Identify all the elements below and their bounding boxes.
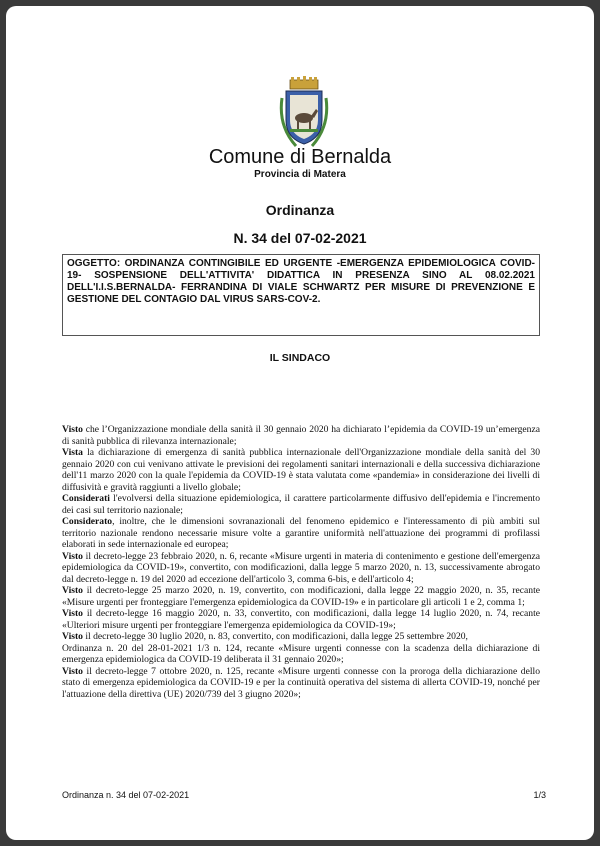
- paragraph: Visto il decreto-legge 7 ottobre 2020, n. 125, recante «Misure urgenti connesse con la proroga della dichiarazione dello stato di emergenza epidemiologica da COVID-19 e per la continuità operativa del sistema di allerta COVID-19, nonché per l'attuazione della direttiva (UE) 2020/739 del 3 giugno 2020»;: [62, 665, 540, 700]
- footer-reference: Ordinanza n. 34 del 07-02-2021: [62, 790, 190, 800]
- body-text: [62, 424, 540, 700]
- province-name: Provincia di Matera: [254, 169, 346, 180]
- paragraph: Visto il decreto-legge 16 maggio 2020, n. 33, convertito, con modificazioni, dalla legge 14 luglio 2020, n. 74, recante «Ulteriori misure urgenti per fronteggiare l'emergenza epidemiologica da COVID-19»;: [62, 608, 540, 631]
- paragraph: Visto che l’Organizzazione mondiale della sanità il 30 gennaio 2020 ha dichiarato l’epidemia da COVID-19 un’emergenza di sanità pubblica di rilevanza internazionale;: [62, 424, 540, 447]
- paragraph: Visto il decreto-legge 23 febbraio 2020, n. 6, recante «Misure urgenti in materia di contenimento e gestione dell'emergenza epidemiologica da COVID-19», convertito, con modificazioni, dalla legge 5 marzo 2020, n. 13, successivamente abrogato dal decreto-legge n. 19 del 2020 ad eccezione dell'articolo 3, comma 6-bis, e dell'articolo 4;: [62, 550, 540, 585]
- paragraph: Considerati l'evolversi della situazione epidemiologica, il carattere particolarmente diffusivo dell'epidemia e l'incremento dei casi sul territorio nazionale;: [62, 493, 540, 516]
- paragraph: Visto il decreto-legge 30 luglio 2020, n. 83, convertito, con modificazioni, dalla legge 25 settembre 2020,: [62, 631, 468, 642]
- paragraph: Visto il decreto-legge 25 marzo 2020, n. 19, convertito, con modificazioni, dalla legge 22 maggio 2020, n. 35, recante «Misure urgenti per fronteggiare l'emergenza epidemiologica da COVID-19» e in particolare gli articoli 1 e 2, comma 1;: [62, 585, 540, 608]
- document-page: [6, 6, 594, 840]
- document-number: N. 34 del 07-02-2021: [233, 230, 367, 246]
- sindaco-heading: IL SINDACO: [269, 352, 331, 364]
- coat-of-arms-icon: [276, 76, 332, 152]
- subject-box: [62, 254, 540, 336]
- paragraph: Considerato, inoltre, che le dimensioni sovranazionali del fenomeno epidemico e l'interessamento di più ambiti sul territorio nazionale rendono necessarie misure volte a garantire uniformità nell'attuazione dei programmi di profilassi elaborati in sede internazionale ed europea;: [62, 516, 540, 550]
- paragraph: Ordinanza n. 20 del 28-01-2021 1/3 n. 124, recante «Misure urgenti connesse con la scadenza della dichiarazione di emergenza epidemiologica da COVID-19 deliberata il 31 gennaio 2020»;: [62, 642, 540, 665]
- subject-text: OGGETTO: ORDINANZA CONTINGIBILE ED URGENTE -EMERGENZA EPIDEMIOLOGICA COVID-19- SOSPENSIONE DELL'ATTIVITA' DIDATTICA IN PRESENZA SINO AL 08.02.2021 DELL'I.I.S.BERNALDA- FERRANDINA DI VIALE SCHWARTZ PER MISURE DI PREVENZIONE E GESTIONE DEL CONTAGIO DAL VIRUS SARS-COV-2.: [67, 258, 535, 305]
- paragraph: Vista la dichiarazione di emergenza di sanità pubblica internazionale dell'Organizzazione mondiale della sanità del 30 gennaio 2020 con cui venivano attivate le previsioni dei regolamenti sanitari internazionali e della successiva dichiarazione dell'11 marzo 2020 con la quale l'epidemia da COVID-19 è stata valutata come «pandemia» in considerazione dei livelli di diffusività e gravità raggiunti a livello globale;: [62, 447, 540, 493]
- town-name: Comune di Bernalda: [208, 146, 392, 168]
- page-number: 1/3: [533, 790, 546, 800]
- document-type: Ordinanza: [265, 202, 335, 218]
